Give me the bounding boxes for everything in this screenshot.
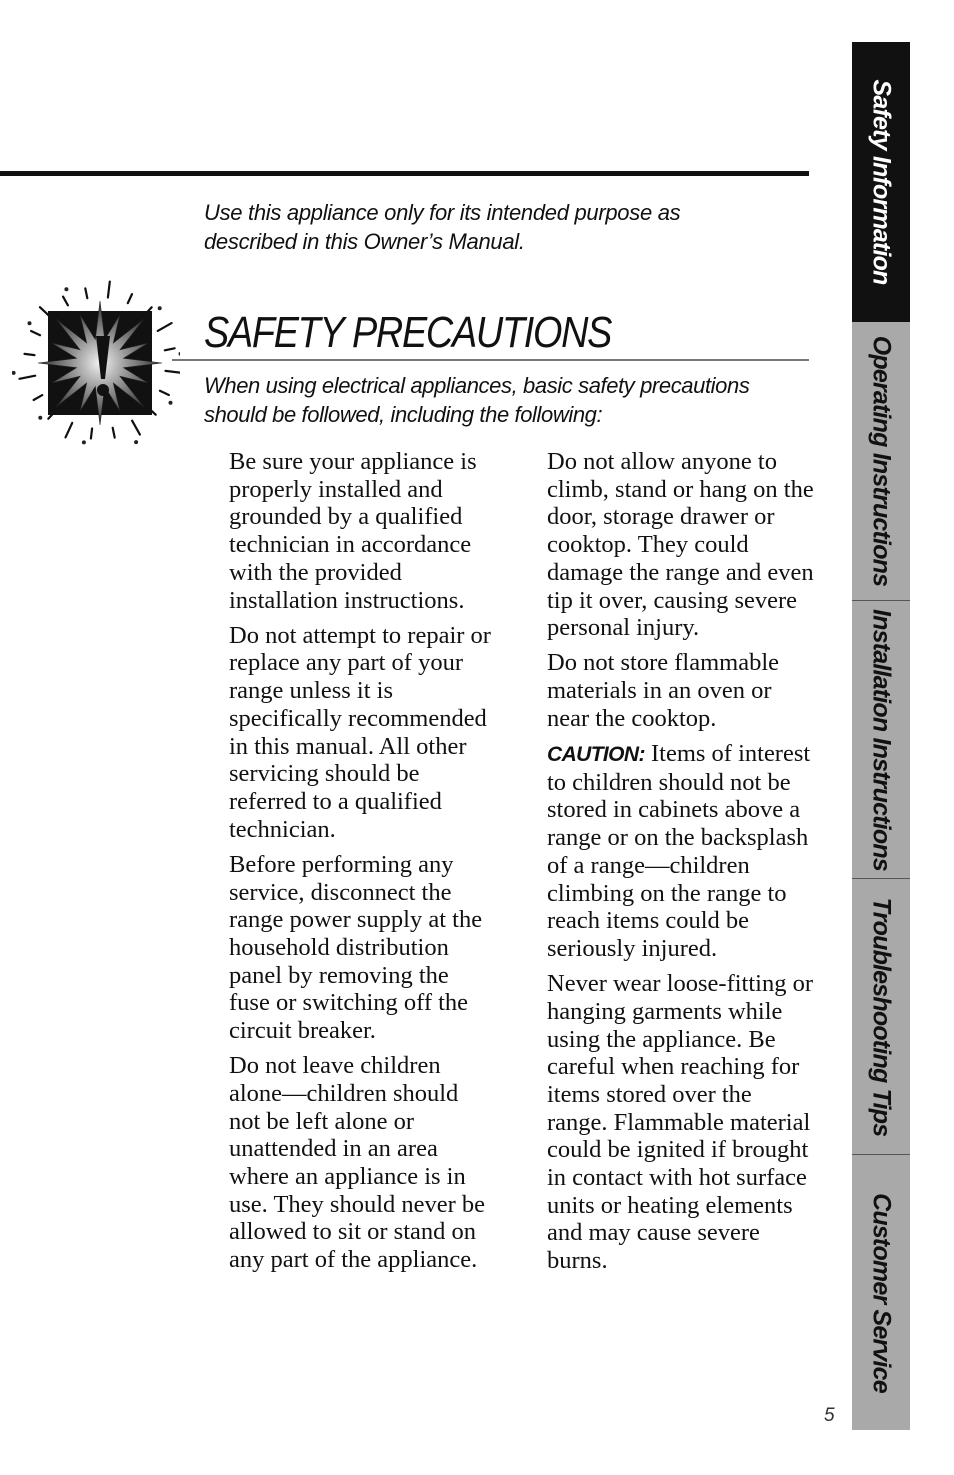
tab-customer-service[interactable] <box>852 1155 910 1430</box>
precaution-paragraph: Do not allow anyone to climb, stand or hang on the door, storage drawer or cooktop. They could damage the range and even tip it over, causing severe personal injury. <box>547 448 814 642</box>
caution-label: CAUTION: <box>547 743 645 767</box>
section-tabs <box>852 42 910 1430</box>
precaution-paragraph: Do not leave children alone—children should not be left alone or unattended in an area where an appliance is in use. They should never be allowed to sit or stand on any part of the appliance. <box>229 1052 486 1274</box>
page-title: SAFETY PRECAUTIONS <box>204 308 612 357</box>
tab-label: Operating Instructions <box>867 335 896 587</box>
tab-operating-instructions[interactable] <box>852 322 910 600</box>
top-rule <box>0 171 809 176</box>
intro-text: Use this appliance only for its intended purpose as described in this Owner’s Manual. <box>204 200 681 254</box>
caution-text: Items of interest to children should not be stored in cabinets above a range or on the backsplash of a range—children climbing on the range to reach items could be seriously injured. <box>547 740 811 962</box>
page-number: 5 <box>824 1405 835 1426</box>
right-column <box>547 448 815 1282</box>
tab-label: Customer Service <box>867 1192 896 1393</box>
precaution-paragraph: Before performing any service, disconnect the range power supply at the household distribution panel by removing the fuse or switching off the circuit breaker. <box>229 850 483 1045</box>
title-underline <box>172 359 809 361</box>
tab-safety-information[interactable] <box>852 42 910 322</box>
exclamation-burst-icon <box>12 280 180 446</box>
caution-paragraph <box>547 740 815 963</box>
subtitle-text: When using electrical appliances, basic safety precautions should be followed, including the following: <box>204 373 750 427</box>
precaution-paragraph: Never wear loose-fitting or hanging garments while using the appliance. Be careful when reaching for items stored over the range. Flammable material could be ignited if brought in contact with hot surface units or heating elements and may cause severe burns. <box>547 970 813 1275</box>
tab-label: Installation Instructions <box>867 608 896 871</box>
tab-installation-instructions[interactable] <box>852 601 910 878</box>
precaution-paragraph: Be sure your appliance is properly installed and grounded by a qualified technician in accordance with the provided installation instructions. <box>229 448 477 614</box>
precaution-paragraph: Do not store flammable materials in an oven or near the cooktop. <box>547 649 780 732</box>
tab-label: Safety Information <box>867 79 896 285</box>
tab-label: Troubleshooting Tips <box>867 897 896 1136</box>
precaution-paragraph: Do not attempt to repair or replace any part of your range unless it is specifically recommended in this manual. All other servicing should be referred to a qualified technician. <box>229 621 491 843</box>
left-column <box>229 448 491 1281</box>
tab-troubleshooting-tips[interactable] <box>852 879 910 1154</box>
